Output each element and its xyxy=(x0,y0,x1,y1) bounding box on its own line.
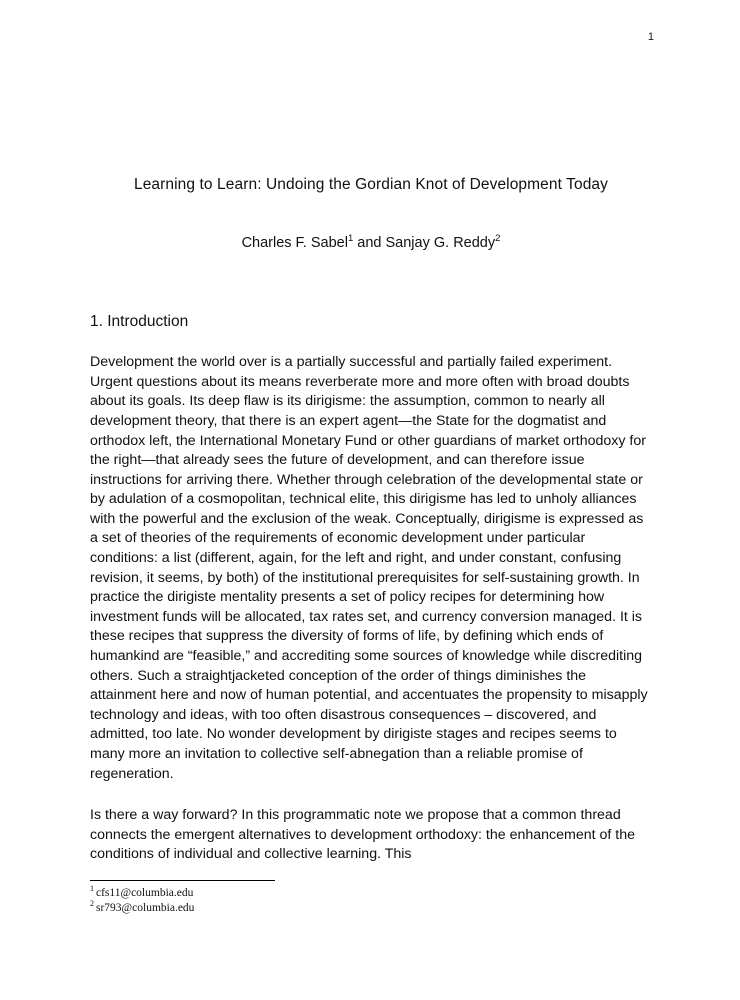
footnote-marker-2[interactable]: 2 xyxy=(495,233,501,245)
paragraph-1: Development the world over is a partially successful and partially failed experiment. Urgent questions about its means reverberate more and more often with broad doubts about its goals. Its deep flaw is its dirigisme: the assumption, common to nearly all development theory, that there is an expert agent—the State for the dogmatist and orthodox left, the International Monetary Fund or other guardians of market orthodoxy for the right—that already sees the future of development, and can therefore issue instructions for arriving there. Whether through celebration of the developmental state or by adulation of a cosmopolitan, technical elite, this dirigisme has led to unholy alliances with the powerful and the exclusion of the weak. Conceptually, dirigisme is expressed as a set of theories of the requirements of economic development under particular conditions: a list (different, again, for the left and right, and under constant, confusing revision, it seems, by both) of the institutional prerequisites for self-sustaining growth. In practice the dirigiste mentality presents a set of policy recipes for determining how investment funds will be allocated, tax rates set, and currency conversion managed. It is these recipes that suppress the diversity of forms of life, by defining which ends of humankind are “feasible,” and accrediting some sources of knowledge while discrediting others. Such a straightjacketed conception of the order of things diminishes the attainment here and now of human potential, and accentuates the propensity to misapply technology and ideas, with too often disastrous consequences – discovered, and admitted, too late. No wonder development by dirigiste stages and recipes seems to many more an invitation to collective self-abnegation than a reliable promise of regeneration. xyxy=(90,354,648,782)
footnote-2-text[interactable]: sr793@columbia.edu xyxy=(96,902,195,914)
author-first: Charles F. Sabel xyxy=(241,235,348,252)
footnote-2 xyxy=(90,901,630,916)
paragraph-2: Is there a way forward? In this programmatic note we propose that a common thread connects the emergent alternatives to development orthodoxy: the enhancement of the conditions of individual and collective learning. This xyxy=(90,807,635,863)
page-number: 1 xyxy=(647,31,654,43)
document-body xyxy=(90,175,652,865)
footnote-1-marker: 1 xyxy=(90,884,94,894)
footnote-separator xyxy=(90,880,275,881)
author-line xyxy=(90,235,652,251)
author-conjunction: and Sanjay G. Reddy xyxy=(353,235,496,252)
footnote-2-marker: 2 xyxy=(90,899,94,909)
footnote-area xyxy=(90,880,630,916)
section-heading-introduction: 1. Introduction xyxy=(90,313,189,331)
footnote-1-text[interactable]: cfs11@columbia.edu xyxy=(96,887,194,899)
footnote-1 xyxy=(90,886,630,901)
footnote-marker-1[interactable]: 1 xyxy=(347,233,354,245)
page-title: Learning to Learn: Undoing the Gordian Knot of Development Today xyxy=(133,176,608,193)
